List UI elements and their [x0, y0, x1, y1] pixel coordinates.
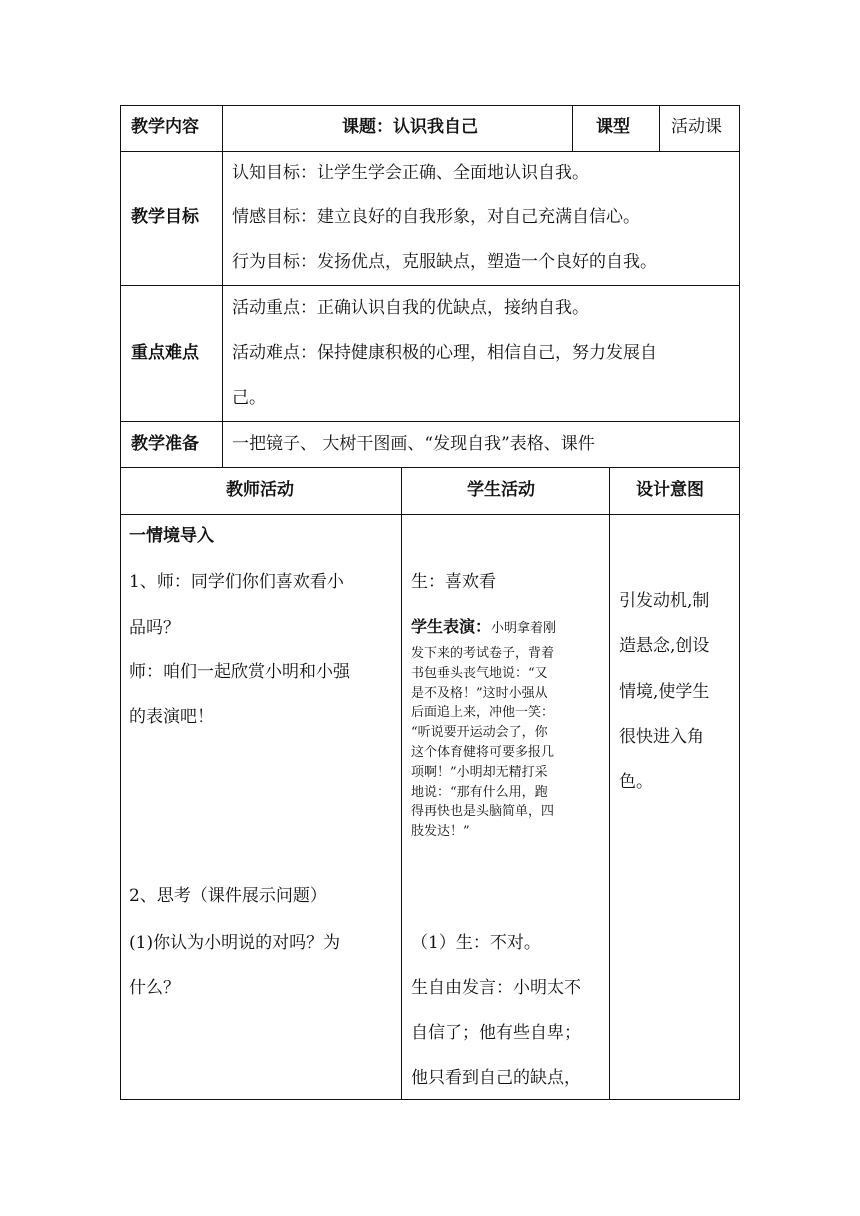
- design-line: 引发动机,制: [619, 591, 710, 611]
- script-line: 地说：“那有什么用，跑: [411, 784, 548, 800]
- script-line: 项啊！”小明却无精打采: [411, 764, 548, 780]
- topic-title: 课题：认识我自己: [342, 117, 478, 137]
- script-line: 是不及格！”这时小强从: [411, 685, 548, 701]
- design-line: 造悬念,创设: [619, 636, 710, 656]
- student-answer-2: （1）生：不对。: [411, 933, 541, 953]
- column-student: 学生活动: [467, 480, 535, 500]
- goal-cognitive: 认知目标：让学生学会正确、全面地认识自我。: [232, 163, 589, 183]
- goals-label: 教学目标: [131, 207, 199, 227]
- student-free-line: 自信了；他有些自卑；: [411, 1023, 581, 1043]
- teacher-line: 1、师：同学们你们喜欢看小: [129, 572, 344, 592]
- teacher-line: 的表演吧！: [129, 707, 214, 727]
- performance-script: [411, 644, 554, 842]
- script-line: 发下来的考试卷子，背着: [411, 646, 555, 661]
- script-line: “听说要开运动会了，你: [411, 725, 548, 741]
- think-title: 2、思考（课件展示问题）: [129, 886, 327, 906]
- script-line: 书包垂头丧气地说：“又: [411, 665, 548, 681]
- script-line: 后面追上来，冲他一笑：: [411, 705, 555, 721]
- column-design: 设计意图: [636, 480, 704, 500]
- type-label: 课型: [596, 117, 630, 137]
- goal-behavior: 行为目标：发扬优点，克服缺点，塑造一个良好的自我。: [232, 252, 657, 272]
- keypoint-difficulty: 活动难点：保持健康积极的心理，相信自己，努力发展自: [232, 343, 657, 363]
- preparation-text: 一把镜子、 大树干图画、“发现自我”表格、课件: [232, 434, 595, 454]
- student-free-line: 生自由发言：小明太不: [411, 978, 581, 998]
- keypoint-difficulty-cont: 己。: [232, 388, 266, 408]
- section-title: 一情境导入: [129, 526, 214, 546]
- script-line: 得再快也是头脑简单，四: [411, 804, 555, 820]
- performance-first: 小明拿着刚: [491, 621, 557, 636]
- student-answer: 生：喜欢看: [411, 572, 496, 592]
- type-value: 活动课: [671, 117, 722, 137]
- student-performance-heading: [411, 619, 556, 635]
- content-label: 教学内容: [131, 117, 199, 137]
- goal-emotion: 情感目标：建立良好的自我形象，对自己充满自信心。: [232, 207, 640, 227]
- keypoints-label: 重点难点: [131, 343, 199, 363]
- design-line: 情境,使学生: [619, 682, 710, 702]
- script-line: 肢发达！”: [411, 824, 470, 840]
- script-line: 这个体育健将可要多报几: [411, 744, 555, 760]
- student-free-line: 他只看到自己的缺点，: [411, 1068, 581, 1088]
- teacher-line: 品吗？: [129, 618, 180, 638]
- column-teacher: 教师活动: [226, 480, 294, 500]
- design-line: 很快进入角: [619, 727, 704, 747]
- performance-label: 学生表演：: [411, 617, 492, 636]
- design-line: 色。: [619, 772, 653, 792]
- teacher-line: 师：咱们一起欣赏小明和小强: [129, 662, 350, 682]
- keypoint-focus: 活动重点：正确认识自我的优缺点，接纳自我。: [232, 298, 589, 318]
- preparation-label: 教学准备: [131, 434, 199, 454]
- teacher-question: (1)你认为小明说的对吗？为: [129, 933, 341, 953]
- teacher-question: 什么？: [129, 978, 180, 998]
